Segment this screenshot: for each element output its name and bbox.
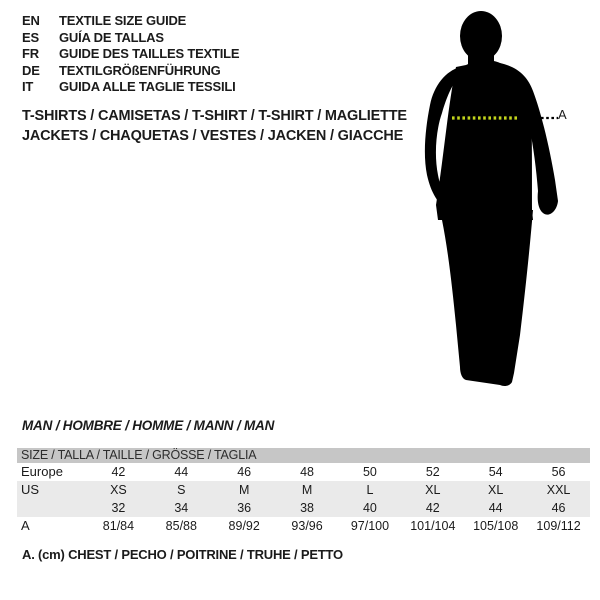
language-code: DE <box>22 62 40 78</box>
size-cell: 44 <box>488 501 503 515</box>
language-label: TEXTILE SIZE GUIDE <box>59 13 187 28</box>
row-label: A <box>21 518 30 533</box>
size-cell: 85/88 <box>165 519 197 533</box>
language-label: GUIDA ALLE TAGLIE TESSILI <box>59 79 236 94</box>
measurement-footnote: A. (cm) CHEST / PECHO / POITRINE / TRUHE / PETTO <box>22 547 343 562</box>
section-title: MAN / HOMBRE / HOMME / MANN / MAN <box>22 418 275 433</box>
size-table-header: SIZE / TALLA / TAILLE / GRÖSSE / TAGLIA <box>17 448 590 463</box>
silhouette-legs <box>440 210 533 386</box>
size-cell: XXL <box>546 483 571 497</box>
garment-categories <box>22 107 407 146</box>
size-cell: 54 <box>488 465 503 479</box>
language-row <box>22 63 239 80</box>
size-cell: XL <box>488 483 504 497</box>
language-label: TEXTILGRÖßENFÜHRUNG <box>59 62 221 78</box>
size-cell: 56 <box>551 465 566 479</box>
size-cell: 42 <box>425 501 440 515</box>
size-cell: 34 <box>174 501 189 515</box>
table-row-europe <box>17 463 590 481</box>
size-cell: M <box>301 483 313 497</box>
language-row <box>22 79 239 96</box>
size-cell: 46 <box>551 501 566 515</box>
size-cell: 89/92 <box>228 519 260 533</box>
size-cell: 97/100 <box>350 519 390 533</box>
chest-measure-label: A <box>558 107 567 122</box>
language-row <box>22 13 239 30</box>
language-code: IT <box>22 79 34 94</box>
language-label: GUÍA DE TALLAS <box>59 29 164 45</box>
size-cell: S <box>177 483 186 497</box>
size-cell: 44 <box>174 465 189 479</box>
size-cell: 46 <box>237 465 252 479</box>
size-cell: XS <box>110 483 127 497</box>
table-row-us <box>17 481 590 499</box>
table-row-chest-a <box>17 517 590 535</box>
man-silhouette-svg <box>400 5 600 390</box>
man-figure <box>400 5 600 390</box>
language-label: GUIDE DES TAILLES TEXTILE <box>59 46 240 61</box>
size-cell: 93/96 <box>291 519 323 533</box>
language-list <box>22 13 239 96</box>
language-row <box>22 30 239 47</box>
size-cell: 50 <box>362 465 377 479</box>
size-cell: M <box>238 483 250 497</box>
size-cell: 105/108 <box>473 519 519 533</box>
language-code: ES <box>22 29 39 45</box>
row-label: Europe <box>21 464 63 479</box>
size-cell: 109/112 <box>536 519 581 533</box>
size-cell: 32 <box>111 501 126 515</box>
size-cell: XL <box>425 483 441 497</box>
size-cell: 40 <box>362 501 377 515</box>
language-code: EN <box>22 13 40 28</box>
size-cell: L <box>366 483 374 497</box>
size-cell: 52 <box>425 465 440 479</box>
language-row <box>22 46 239 63</box>
table-row-uk <box>17 499 590 517</box>
row-label: US <box>21 482 40 497</box>
size-cell: 101/104 <box>410 519 456 533</box>
size-cell: 81/84 <box>102 519 135 533</box>
size-cell: 36 <box>237 501 252 515</box>
category-line-jackets: JACKETS / CHAQUETAS / VESTES / JACKEN / GIACCHE <box>22 127 404 144</box>
size-cell: 48 <box>300 465 315 479</box>
size-cell: 38 <box>300 501 315 515</box>
size-table <box>17 448 590 535</box>
category-line-tshirts: T-SHIRTS / CAMISETAS / T-SHIRT / T-SHIRT / MAGLIETTE <box>22 108 407 124</box>
language-code: FR <box>22 46 39 61</box>
size-cell: 42 <box>111 465 126 479</box>
